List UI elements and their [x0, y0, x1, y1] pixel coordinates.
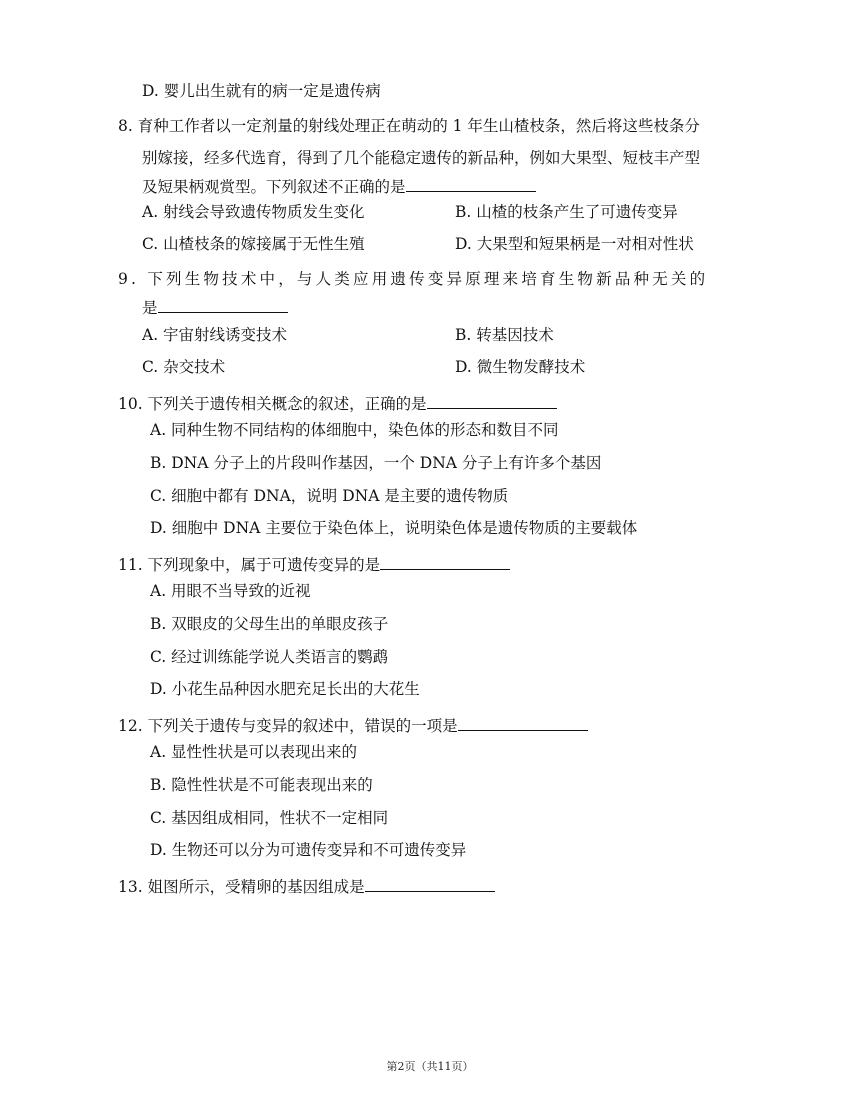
q12-option-c: C. 基因组成相同，性状不一定相同 [150, 809, 389, 827]
q8-option-d: D. 大果型和短果柄是一对相对性状 [455, 235, 694, 253]
q11-stem-text: 11. 下列现象中，属于可遗传变异的是 [118, 556, 381, 574]
q8-stem-line3 [142, 175, 536, 197]
q13-stem-text: 13. 姐图所示，受精卵的基因组成是 [118, 878, 365, 896]
q11-stem [118, 553, 510, 575]
q8-option-c: C. 山楂枝条的嫁接属于无性生殖 [142, 235, 365, 253]
q10-option-a: A. 同种生物不同结构的体细胞中，染色体的形态和数目不同 [150, 421, 559, 439]
q9-option-d: D. 微生物发酵技术 [455, 358, 586, 376]
q11-option-d: D. 小花生品种因水肥充足长出的大花生 [150, 680, 420, 698]
q9-stem-text: 是 [142, 299, 158, 317]
q7-option-d: D. 婴儿出生就有的病一定是遗传病 [142, 82, 381, 100]
q12-option-d: D. 生物还可以分为可遗传变异和不可遗传变异 [150, 841, 467, 859]
q12-option-b: B. 隐性性状是不可能表现出来的 [150, 776, 373, 794]
q12-option-a: A. 显性性状是可以表现出来的 [150, 743, 358, 761]
q10-stem [118, 392, 557, 414]
q12-stem-text: 12. 下列关于遗传与变异的叙述中，错误的一项是 [118, 717, 458, 735]
q8-stem-line2: 别嫁接，经多代选育，得到了几个能稳定遗传的新品种，例如大果型、短枝丰产型 [142, 149, 701, 167]
q8-option-a: A. 射线会导致遗传物质发生变化 [142, 203, 365, 221]
q10-answer-blank[interactable] [427, 392, 557, 409]
q10-option-c: C. 细胞中都有 DNA，说明 DNA 是主要的遗传物质 [150, 487, 509, 505]
q9-stem-line2 [142, 296, 288, 318]
q11-option-b: B. 双眼皮的父母生出的单眼皮孩子 [150, 615, 389, 633]
q11-answer-blank[interactable] [380, 553, 510, 570]
q8-option-b: B. 山楂的枝条产生了可遗传变异 [455, 203, 678, 221]
q13-stem [118, 875, 495, 897]
q8-answer-blank[interactable] [406, 175, 536, 192]
q9-stem-line1: 9. 下列生物技术中，与人类应用遗传变异原理来培育生物新品种无关的 [118, 270, 709, 288]
q10-option-d: D. 细胞中 DNA 主要位于染色体上，说明染色体是遗传物质的主要载体 [150, 519, 638, 537]
q11-option-c: C. 经过训练能学说人类语言的鹦鹉 [150, 648, 389, 666]
q10-option-b: B. DNA 分子上的片段叫作基因，一个 DNA 分子上有许多个基因 [150, 454, 602, 472]
q9-option-b: B. 转基因技术 [455, 326, 554, 344]
q9-option-a: A. 宇宙射线诱变技术 [142, 326, 288, 344]
q9-answer-blank[interactable] [158, 296, 288, 313]
q11-option-a: A. 用眼不当导致的近视 [150, 582, 311, 600]
q8-stem-text: 及短果柄观赏型。下列叙述不正确的是 [142, 178, 406, 196]
q10-stem-text: 10. 下列关于遗传相关概念的叙述，正确的是 [118, 395, 427, 413]
q8-stem-line1: 8. 育种工作者以一定剂量的射线处理正在萌动的 1 年生山楂枝条，然后将这些枝条分 [118, 117, 700, 135]
q9-option-c: C. 杂交技术 [142, 358, 226, 376]
q13-answer-blank[interactable] [365, 875, 495, 892]
page-footer: 第2页（共11页） [386, 1060, 474, 1073]
q12-stem [118, 714, 588, 736]
q12-answer-blank[interactable] [458, 714, 588, 731]
